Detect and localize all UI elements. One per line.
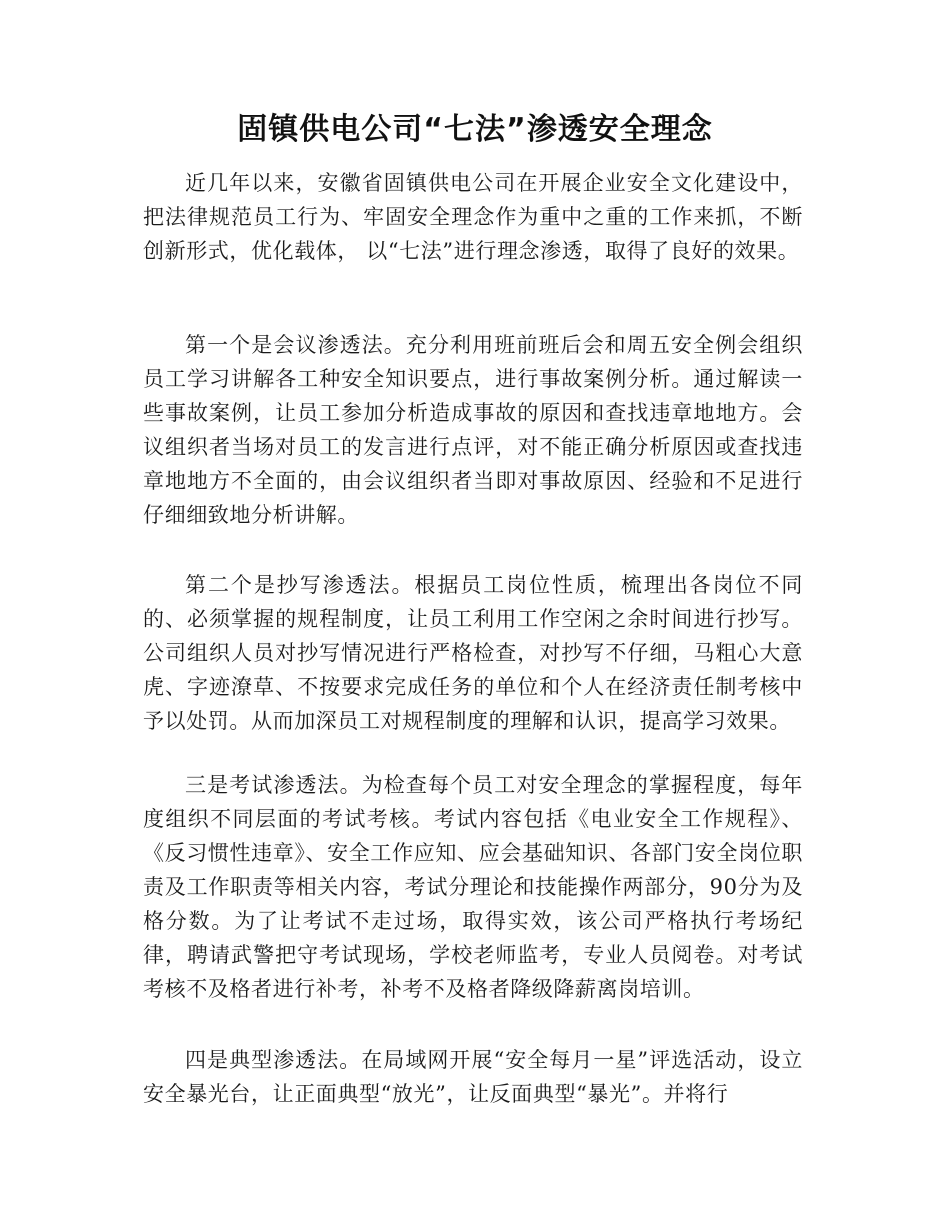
paragraph-copying-method: 第二个是抄写渗透法。根据员工岗位性质，梳理出各岗位不同的、必须掌握的规程制度，让员工利用工作空闲之余时间进行抄写。公司组织人员对抄写情况进行严格检查，对抄写不仔细，马粗心大意虎、字迹潦草、不按要求完成任务的单位和个人在经济责任制考核中予以处罚。从而加深员工对规程制度的理解和认识，提高学习效果。 <box>143 573 803 733</box>
paragraph-exam-method: 三是考试渗透法。为检查每个员工对安全理念的掌握程度，每年度组织不同层面的考试考核。考试内容包括《电业安全工作规程》、《反习惯性违章》、安全工作应知、应会基础知识、各部门安全岗位职责及工作职责等相关内容，考试分理论和技能操作两部分，90分为及格分数。为了让考试不走过场，取得实效，该公司严格执行考场纪律，聘请武警把守考试现场，学校老师监考，专业人员阅卷。对考试考核不及格者进行补考，补考不及格者降级降薪离岗培训。 <box>143 773 803 1001</box>
document-title: 固镇供电公司“七法”渗透安全理念 <box>237 112 713 147</box>
paragraph-model-method: 四是典型渗透法。在局域网开展“安全每月一星”评选活动，设立安全暴光台，让正面典型“放光”，让反面典型“暴光”。并将行 <box>143 1048 803 1106</box>
paragraph-intro: 近几年以来，安徽省固镇供电公司在开展企业安全文化建设中，把法律规范员工行为、牢固安全理念作为重中之重的工作来抓，不断创新形式，优化载体， 以“七法”进行理念渗透，取得了良好的效果。 <box>143 171 803 263</box>
paragraph-meeting-method: 第一个是会议渗透法。充分利用班前班后会和周五安全例会组织员工学习讲解各工种安全知识要点，进行事故案例分析。通过解读一些事故案例，让员工参加分析造成事故的原因和查找违章地地方。会议组织者当场对员工的发言进行点评，对不能正确分析原因或查找违章地地方不全面的，由会议组织者当即对事故原因、经验和不足进行仔细细致地分析讲解。 <box>143 333 803 527</box>
